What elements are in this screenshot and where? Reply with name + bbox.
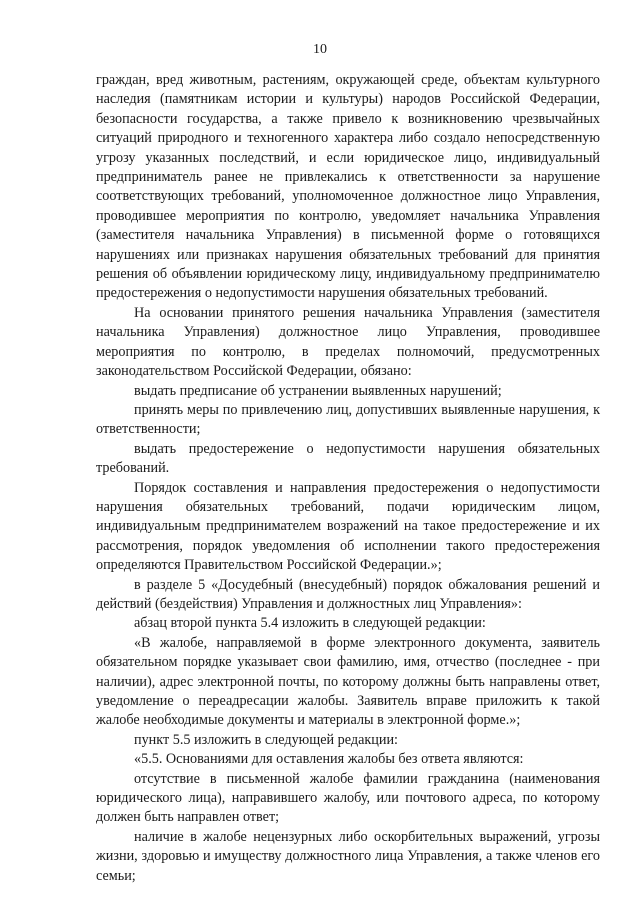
paragraph-section-5: в разделе 5 «Досудебный (внесудебный) порядок обжалования решений и действий (бездействия) Управления и должностных лиц Управления»: — [96, 576, 600, 612]
paragraph-ground-item: отсутствие в письменной жалобе фамилии гражданина (наименования юридического лица), направившего жалобу, или почтового адреса, по которому должен быть направлен ответ; — [96, 770, 600, 826]
paragraph-procedure: Порядок составления и направления предостережения о недопустимости нарушения обязательных требований, подачи юридическим лицом, индивидуальным предпринимателем возражений на такое предостережение и их рассмотрения, порядок уведомления об исполнении такого предостережения определяются Правительством Российской Федерации.»; — [96, 479, 600, 574]
paragraph-list-item: выдать предписание об устранении выявленных нарушений; — [134, 382, 502, 399]
paragraph-list-item: принять меры по привлечению лиц, допустивших выявленные нарушения, к ответственности; — [96, 401, 600, 438]
paragraph-clause-5-5: пункт 5.5 изложить в следующей редакции: — [134, 731, 398, 748]
document-body — [96, 71, 600, 886]
paragraph-clause-5-4: абзац второй пункта 5.4 изложить в следующей редакции: — [134, 615, 486, 632]
paragraph-decision: На основании принятого решения начальника Управления (заместителя начальника Управления) должностное лицо Управления, проводившее мероприятия по контролю, в пределах полномочий, предусмотренных законодательством Российской Федерации, обязано: — [96, 304, 600, 380]
paragraph-grounds: «5.5. Основаниями для оставления жалобы без ответа являются: — [134, 751, 524, 768]
page-number: 10 — [313, 42, 327, 57]
paragraph-continuation: граждан, вред животным, растениям, окружающей среде, объектам культурного наследия (памятникам истории и культуры) народов Российской Федерации, безопасности государства, а также привело к возникновению чрезвычайных ситуаций природного и техногенного характера либо создало непосредственную угрозу указанных последствий, и если юридическое лицо, индивидуальный предприниматель ранее не привлекались к ответственности за нарушение соответствующих требований, уполномоченное должностное лицо Управления, проводившее мероприятия по контролю, уведомляет начальника Управления (заместителя начальника Управления) в письменной форме о готовящихся нарушениях или признаках нарушения обязательных требований для принятия решения об объявлении юридическому лицу, индивидуальному предпринимателю предостережения о недопустимости нарушения обязательных требований. — [96, 72, 600, 302]
paragraph-complaint: «В жалобе, направляемой в форме электронного документа, заявитель обязательном порядке указывает свои фамилию, имя, отчество (последнее - при наличии), адрес электронной почты, по которому должны быть направлены ответ, уведомление о переадресации жалобы. Заявитель вправе приложить к такой жалобе необходимые документы и материалы в электронной форме.»; — [96, 634, 600, 729]
paragraph-ground-item: наличие в жалобе нецензурных либо оскорбительных выражений, угрозы жизни, здоровью и имуществу должностного лица Управления, а также членов его семьи; — [96, 828, 600, 884]
paragraph-list-item: выдать предостережение о недопустимости нарушения обязательных требований. — [96, 440, 600, 477]
